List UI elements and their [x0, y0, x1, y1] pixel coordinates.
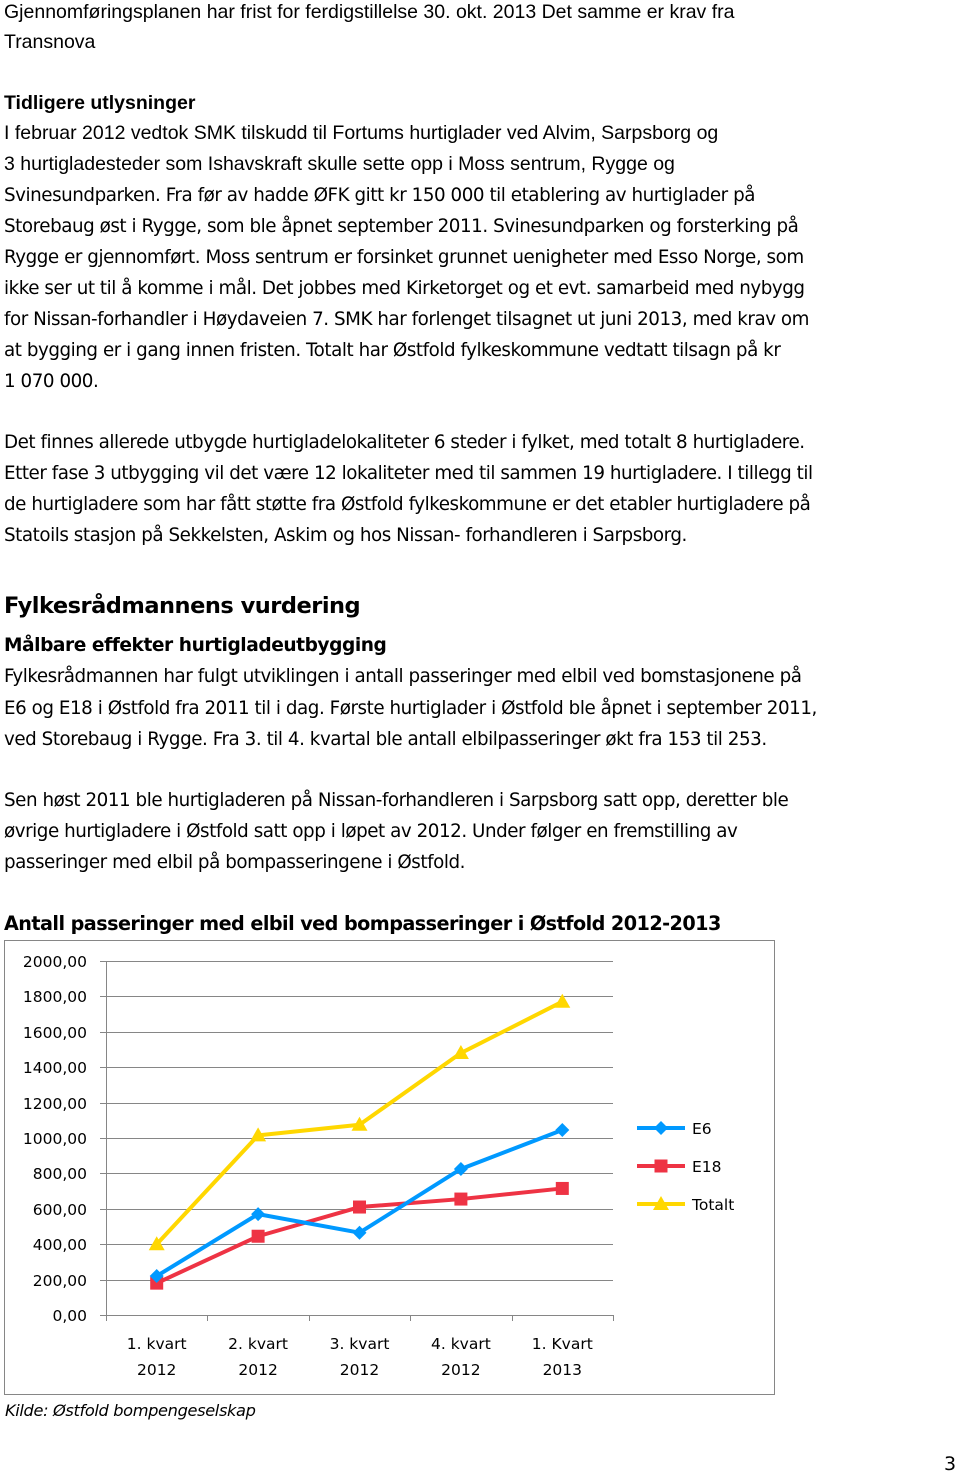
assessment-line: øvrige hurtigladere i Østfold satt opp i løpet av 2012. Under følger en fremstilling av — [4, 821, 738, 842]
earlier-line: 3 hurtigladesteder som Ishavskraft skulle sette opp i Moss sentrum, Rygge og — [4, 153, 675, 175]
earlier-line: Storebaug øst i Rygge, som ble åpnet september 2011. Svinesundparken og forsterking på — [4, 216, 799, 237]
assessment-line: Sen høst 2011 ble hurtigladeren på Nissan-forhandleren i Sarpsborg satt opp, deretter ble — [4, 790, 789, 811]
intro-line-1: Gjennomføringsplanen har frist for ferdigstillelse 30. okt. 2013 Det samme er krav fra — [4, 1, 735, 23]
x-tick-label: 4. kvart — [430, 1335, 491, 1353]
assessment-line: passeringer med elbil på bompasseringene i Østfold. — [4, 852, 465, 873]
assessment-line: Fylkesrådmannen har fulgt utviklingen i antall passeringer med elbil ved bomstasjonene på — [4, 666, 802, 687]
legend-marker — [655, 1160, 668, 1173]
earlier-line: ikke ser ut til å komme i mål. Det jobbes med Kirketorget og et evt. samarbeid med nybygg — [4, 278, 805, 299]
intro-line-2: Transnova — [4, 31, 96, 53]
y-tick-label: 1200,00 — [22, 1095, 87, 1113]
y-tick-label: 1600,00 — [22, 1024, 87, 1042]
x-tick-label: 1. Kvart — [531, 1335, 593, 1353]
page-number: 3 — [944, 1453, 957, 1475]
existing-line: de hurtigladere som har fått støtte fra Østfold fylkeskommune er det etabler hurtigladere på — [4, 494, 811, 515]
x-tick-label: 2012 — [441, 1361, 481, 1379]
assessment-subheading: Målbare effekter hurtigladeutbygging — [4, 635, 387, 656]
data-point — [556, 1182, 569, 1195]
earlier-heading: Tidligere utlysninger — [4, 92, 196, 114]
assessment-line: ved Storebaug i Rygge. Fra 3. til 4. kvartal ble antall elbilpasseringer økt fra 153 til 253. — [4, 729, 767, 750]
x-tick-label: 2. kvart — [228, 1335, 289, 1353]
chart-source: Kilde: Østfold bompengeselskap — [5, 1401, 256, 1420]
x-tick-label: 2012 — [339, 1361, 380, 1379]
chart-title: Antall passeringer med elbil ved bompasseringer i Østfold 2012-2013 — [4, 912, 721, 935]
y-tick-label: 200,00 — [32, 1272, 87, 1290]
y-tick-label: 800,00 — [32, 1165, 87, 1183]
y-tick-label: 1800,00 — [22, 988, 87, 1006]
earlier-line: 1 070 000. — [4, 371, 99, 392]
assessment-line: E6 og E18 i Østfold fra 2011 til i dag. Første hurtiglader i Østfold ble åpnet i september 2011, — [4, 698, 817, 719]
assessment-heading: Fylkesrådmannens vurdering — [4, 593, 361, 619]
data-point — [454, 1193, 467, 1206]
x-tick-label: 2013 — [542, 1361, 583, 1379]
x-tick-label: 3. kvart — [329, 1335, 390, 1353]
earlier-line: for Nissan-forhandler i Høydaveien 7. SMK har forlenget tilsagnet ut juni 2013, med krav om — [4, 309, 810, 330]
earlier-line: Svinesundparken. Fra før av hadde ØFK gitt kr 150 000 til etablering av hurtiglader på — [4, 185, 755, 206]
y-tick-label: 600,00 — [32, 1201, 87, 1219]
existing-line: Statoils stasjon på Sekkelsten, Askim og hos Nissan- forhandleren i Sarpsborg. — [4, 525, 687, 546]
legend-label: E6 — [692, 1120, 712, 1138]
y-tick-label: 0,00 — [52, 1307, 87, 1325]
legend-label: Totalt — [692, 1196, 735, 1214]
earlier-line: I februar 2012 vedtok SMK tilskudd til Fortums hurtiglader ved Alvim, Sarpsborg og — [4, 122, 719, 144]
existing-line: Det finnes allerede utbygde hurtigladelokaliteter 6 steder i fylket, med totalt 8 hurtigladere. — [4, 432, 805, 453]
x-tick-label: 1. kvart — [126, 1335, 187, 1353]
y-tick-label: 1000,00 — [22, 1130, 87, 1148]
data-point — [353, 1201, 366, 1214]
y-tick-label: 1400,00 — [22, 1059, 87, 1077]
legend-label: E18 — [692, 1158, 722, 1176]
y-tick-label: 400,00 — [32, 1236, 87, 1254]
x-tick-label: 2012 — [136, 1361, 177, 1379]
y-tick-label: 2000,00 — [22, 953, 87, 971]
data-point — [252, 1230, 265, 1243]
existing-line: Etter fase 3 utbygging vil det være 12 lokaliteter med til sammen 19 hurtigladere. I tillegg til — [4, 463, 813, 484]
earlier-line: at bygging er i gang innen fristen. Totalt har Østfold fylkeskommune vedtatt tilsagn på kr — [4, 340, 781, 361]
x-tick-label: 2012 — [238, 1361, 278, 1379]
earlier-line: Rygge er gjennomført. Moss sentrum er forsinket grunnet uenigheter med Esso Norge, som — [4, 247, 804, 268]
